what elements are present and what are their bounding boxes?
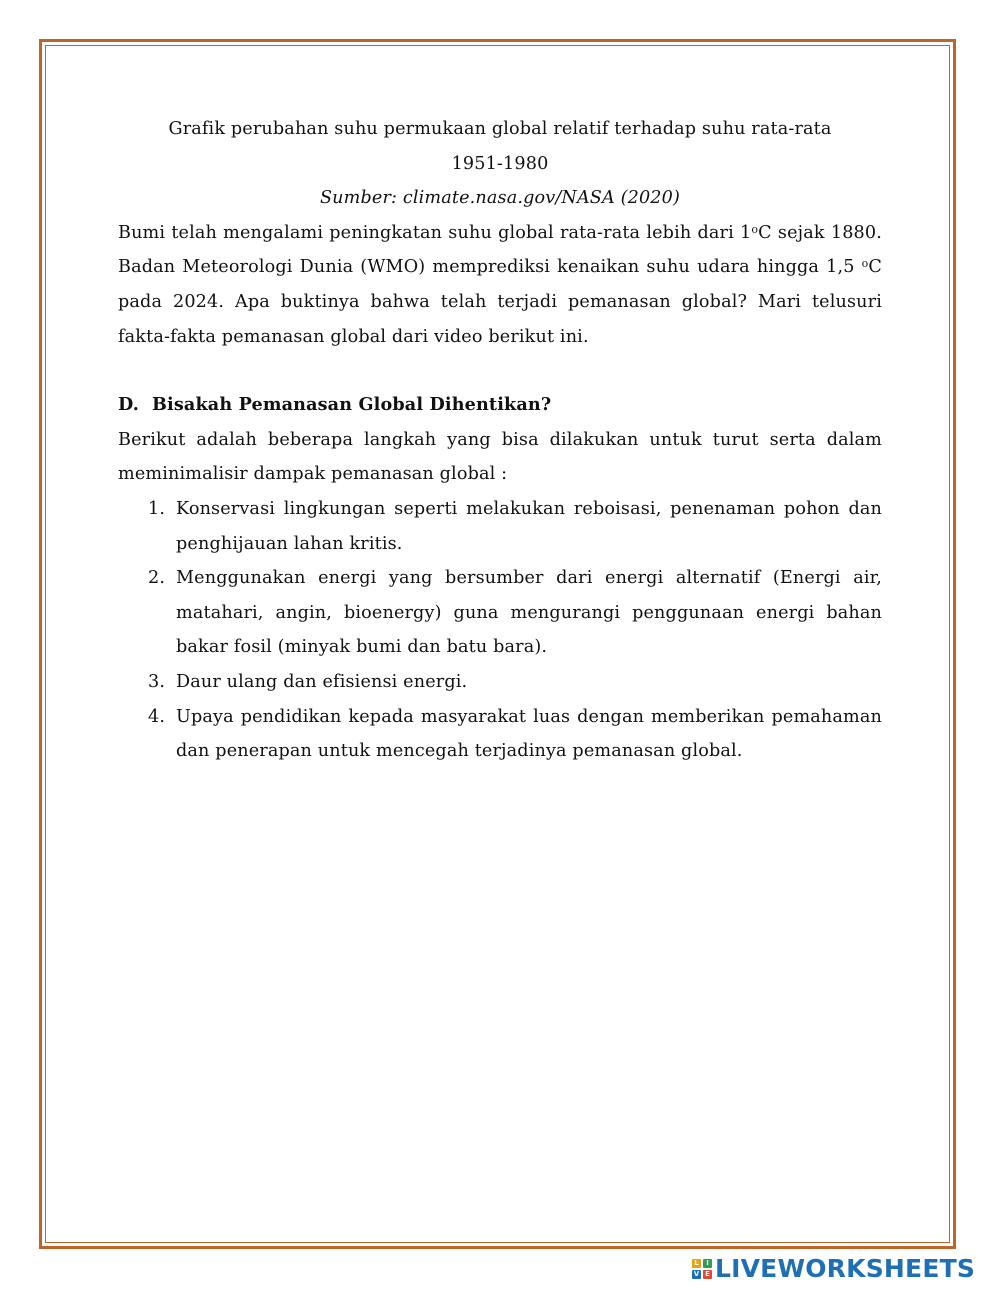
intro-text-2: C sejak 1880. Badan Meteorologi Dunia (WMO) memprediksi kenaikan suhu udara hingga 1,5 (118, 222, 882, 278)
section-lead: Berikut adalah beberapa langkah yang bisa dilakukan untuk turut serta dalam meminimalisir dampak pemanasan global : (118, 429, 882, 485)
page-content (118, 112, 882, 769)
list-item (118, 561, 882, 665)
list-item-number: 4. (148, 706, 166, 727)
logo-mark-i: I (703, 1259, 712, 1268)
liveworksheets-logo[interactable] (692, 1255, 975, 1283)
list-item-text: Konservasi lingkungan seperti melakukan reboisasi, penenaman pohon dan penghijauan lahan kritis. (176, 498, 882, 554)
intro-text-1: Bumi telah mengalami peningkatan suhu global rata-rata lebih dari 1 (118, 222, 752, 243)
section-heading (118, 388, 882, 423)
section-letter: D. (118, 394, 140, 416)
list-item-text: Menggunakan energi yang bersumber dari energi alternatif (Energi air, matahari, angin, bioenergy) guna mengurangi penggunaan energi bahan bakar fosil (minyak bumi dan batu bara). (176, 568, 882, 658)
intro-text-3: C pada 2024. Apa buktinya bahwa telah terjadi pemanasan global? Mari telusuri fakta-fakta pemanasan global dari video berikut ini. (118, 257, 882, 347)
logo-mark-v: V (693, 1270, 700, 1278)
spacer (118, 354, 882, 388)
list-item (118, 665, 882, 700)
figure-source: Sumber: climate.nasa.gov/NASA (2020) (319, 188, 681, 209)
degree-symbol-2: o (861, 257, 869, 271)
liveworksheets-logo-icon (692, 1259, 712, 1279)
list-item-number: 1. (148, 498, 166, 519)
steps-list (118, 492, 882, 769)
figure-caption-line2: 1951-1980 (451, 153, 549, 174)
logo-mark-l: L (692, 1259, 701, 1268)
figure-caption-line1: Grafik perubahan suhu permukaan global relatif terhadap suhu rata-rata (168, 119, 832, 139)
logo-mark-e: E (703, 1270, 712, 1279)
list-item-number: 2. (148, 568, 166, 589)
list-item-text: Daur ulang dan efisiensi energi. (176, 671, 468, 692)
list-item-number: 3. (148, 671, 166, 692)
list-item (118, 492, 882, 561)
list-item (118, 700, 882, 769)
logo-text: LIVEWORKSHEETS (715, 1254, 976, 1283)
list-item-text: Upaya pendidikan kepada masyarakat luas dengan memberikan pemahaman dan penerapan untuk mencegah terjadinya pemanasan global. (176, 706, 882, 762)
intro-paragraph (118, 216, 882, 354)
section-title: Bisakah Pemanasan Global Dihentikan? (152, 394, 552, 416)
degree-symbol-1: o (751, 222, 759, 236)
